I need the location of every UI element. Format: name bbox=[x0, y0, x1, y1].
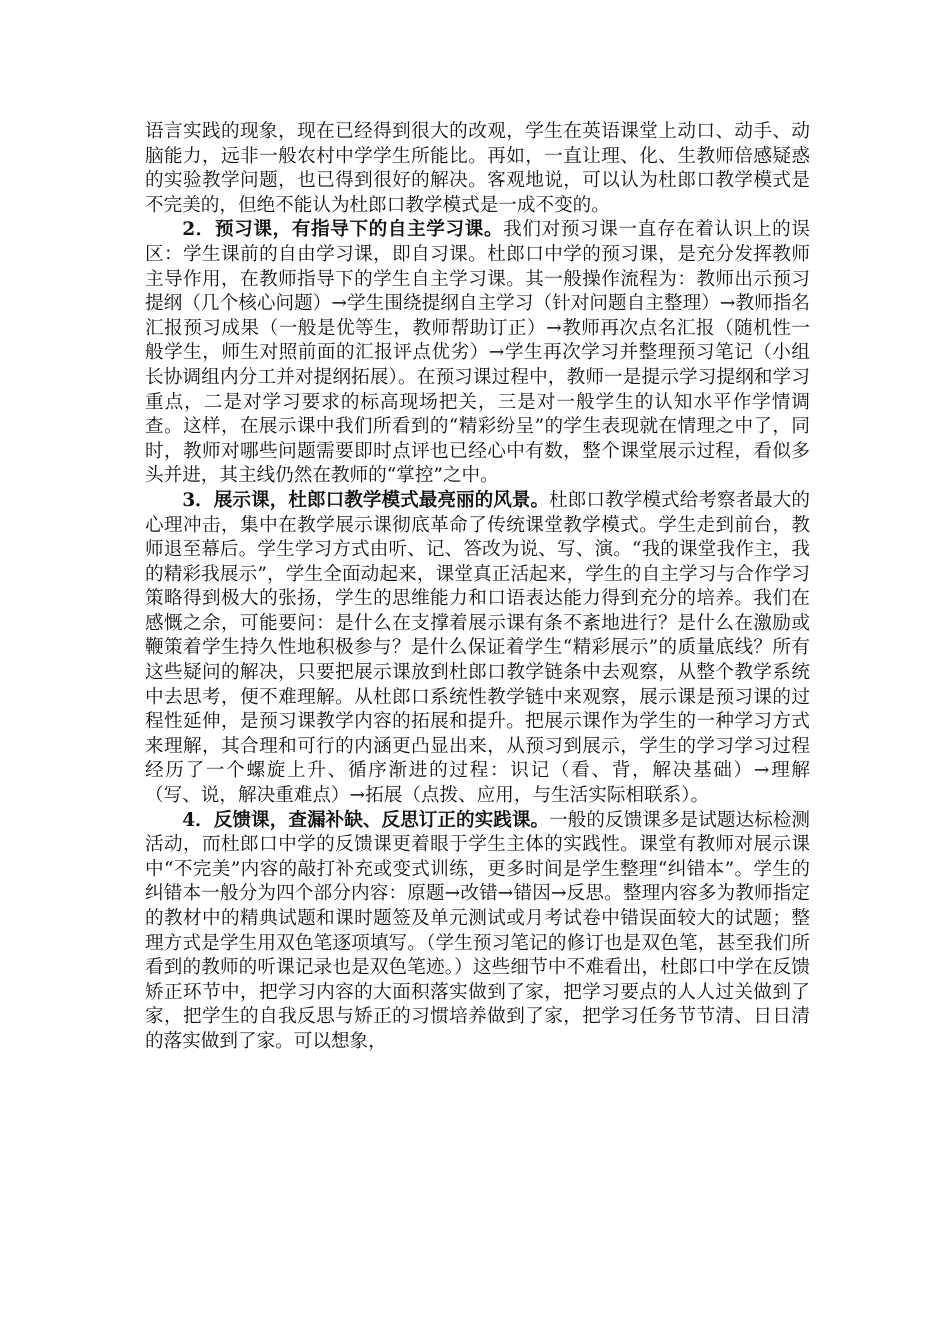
paragraph-preview-class bbox=[145, 218, 810, 489]
paragraph-text: 我们对预习课一直存在着认识上的误区：学生课前的自由学习课，即自习课。杜郎口中学的预习课，是充分发挥教师主导作用，在教师指导下的学生自主学习课。其一般操作流程为：教师出示预习提纲（几个核心问题）→学生围绕提纲自主学习（针对问题自主整理）→教师指名汇报预习成果（一般是优等生，教师帮助订正）→教师再次点名汇报（随机性一般学生，师生对照前面的汇报评点优劣）→学生再次学习并整理预习笔记（小组长协调组内分工并对提纲拓展）。在预习课过程中，教师一是提示学习提纲和学习重点，二是对学习要求的标高现场把关，三是对一般学生的认知水平作学情调查。这样，在展示课中我们所看到的“精彩纷呈”的学生表现就在情理之中了，同时，教师对哪些问题需要即时点评也已经心中有数，整个课堂展示过程，看似多头并进，其主线仍然在教师的“掌控”之中。 bbox=[145, 219, 810, 487]
paragraph-display-class bbox=[145, 489, 810, 809]
paragraph-text: 语言实践的现象，现在已经得到很大的改观，学生在英语课堂上动口、动手、动脑能力，远非一般农村中学学生所能比。再如，一直让理、化、生教师倍感疑惑的实验教学问题，也已得到很好的解决。客观地说，可以认为杜郎口教学模式是不完美的，但绝不能认为杜郎口教学模式是一成不变的。 bbox=[145, 121, 810, 216]
document-page bbox=[145, 120, 810, 1055]
paragraph-feedback-class bbox=[145, 809, 810, 1055]
paragraph-continuation bbox=[145, 120, 810, 218]
paragraph-text: 杜郎口教学模式给考察者最大的心理冲击，集中在教学展示课彻底革命了传统课堂教学模式。学生走到前台，教师退至幕后。学生学习方式由听、记、答改为说、写、演。“我的课堂我作主，我的精彩我展示”，学生全面动起来，课堂真正活起来，学生的自主学习与合作学习策略得到极大的张扬，学生的思维能力和口语表达能力得到充分的培养。我们在感慨之余，可能要问：是什么在支撑着展示课有条不紊地进行？是什么在激励或鞭策着学生持久性地积极参与？是什么保证着学生“精彩展示”的质量底线？所有这些疑问的解决，只要把展示课放到杜郎口教学链条中去观察，从整个教学系统中去思考，便不难理解。从杜郎口系统性教学链中来观察，展示课是预习课的过程性延伸，是预习课教学内容的拓展和提升。把展示课作为学生的一种学习方式来理解，其合理和可行的内涵更凸显出来，从预习到展示，学生的学习学习过程经历了一个螺旋上升、循序渐进的过程：识记（看、背，解决基础）→理解（写、说，解决重难点）→拓展（点拨、应用，与生活实际相联系）。 bbox=[145, 489, 810, 807]
paragraph-lead: 4．反馈课，查漏补缺、反思订正的实践课。 bbox=[182, 809, 550, 831]
paragraph-lead: 3．展示课，杜郎口教学模式最亮丽的风景。 bbox=[182, 489, 550, 511]
paragraph-text: 一般的反馈课多是试题达标检测活动，而杜郎口中学的反馈课更着眼于学生主体的实践性。课堂有教师对展示课中“不完美”内容的敲打补充或变式训练，更多时间是学生整理“纠错本”。学生的纠错本一般分为四个部分内容：原题→改错→错因→反思。整理内容多为教师指定的教材中的精典试题和课时题签及单元测试或月考试卷中错误面较大的试题；整理方式是学生用双色笔逐项填写。（学生预习笔记的修订也是双色笔，甚至我们所看到的教师的听课记录也是双色笔迹。）这些细节中不难看出，杜郎口中学在反馈矫正环节中，把学习内容的大面积落实做到了家，把学习要点的人人过关做到了家，把学生的自我反思与矫正的习惯培养做到了家，把学习任务节节清、日日清的落实做到了家。可以想象， bbox=[145, 809, 810, 1052]
paragraph-lead: 2．预习课，有指导下的自主学习课。 bbox=[182, 219, 504, 241]
